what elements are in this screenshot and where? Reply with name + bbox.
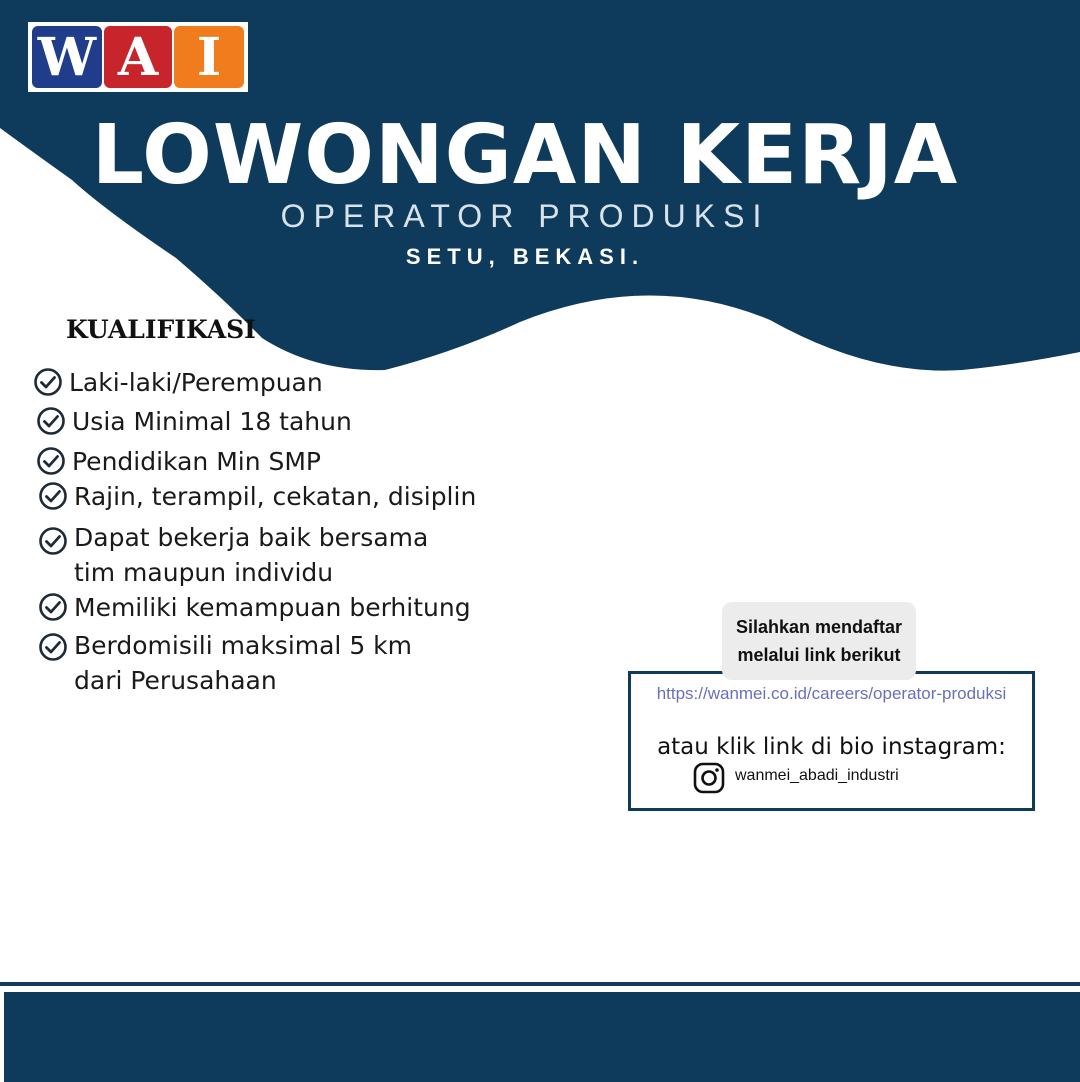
check-circle-icon [38,481,68,511]
footer-divider [0,982,1080,986]
instagram-icon[interactable] [693,762,725,794]
check-circle-icon [36,406,66,436]
job-position: OPERATOR PRODUKSI [280,198,770,234]
qualification-item [38,479,476,514]
instagram-instruction: atau klik link di bio instagram: [657,734,1006,760]
company-logo [28,22,248,92]
qualification-text: Berdomisili maksimal 5 km dari Perusahaan [74,631,413,695]
check-circle-icon [38,592,68,622]
qualification-text: Dapat bekerja baik bersama tim maupun individu [74,523,429,587]
qualification-text: Usia Minimal 18 tahun [72,407,352,436]
qualifications-heading: KUALIFIKASI [66,315,256,344]
footer-bar [4,992,1080,1082]
logo-letter-w: W [37,27,97,88]
qualification-text: Memiliki kemampuan berhitung [74,593,471,622]
qualification-item [36,404,352,439]
qualification-item [38,590,471,625]
page-title: LOWONGAN KERJA [91,108,959,203]
check-circle-icon [36,446,66,476]
registration-link[interactable]: https://wanmei.co.id/careers/operator-produksi [656,684,1007,703]
check-circle-icon [38,632,68,662]
qualification-text: Pendidikan Min SMP [72,447,322,476]
check-circle-icon [38,526,68,556]
logo-letter-i: I [196,27,222,88]
qualification-text: Rajin, terampil, cekatan, disiplin [74,482,477,511]
qualification-item [33,365,323,400]
qualification-item [38,520,428,590]
qualification-item [38,628,412,698]
check-circle-icon [33,367,63,397]
registration-box [628,671,1035,811]
qualification-text: Laki-laki/Perempuan [69,368,323,397]
registration-prompt: Silahkan mendaftar melalui link berikut [722,602,916,680]
instagram-handle[interactable]: wanmei_abadi_industri [735,767,899,784]
job-location: SETU, BEKASI. [405,244,645,269]
logo-letter-a: A [117,27,159,88]
qualification-item [36,444,321,479]
